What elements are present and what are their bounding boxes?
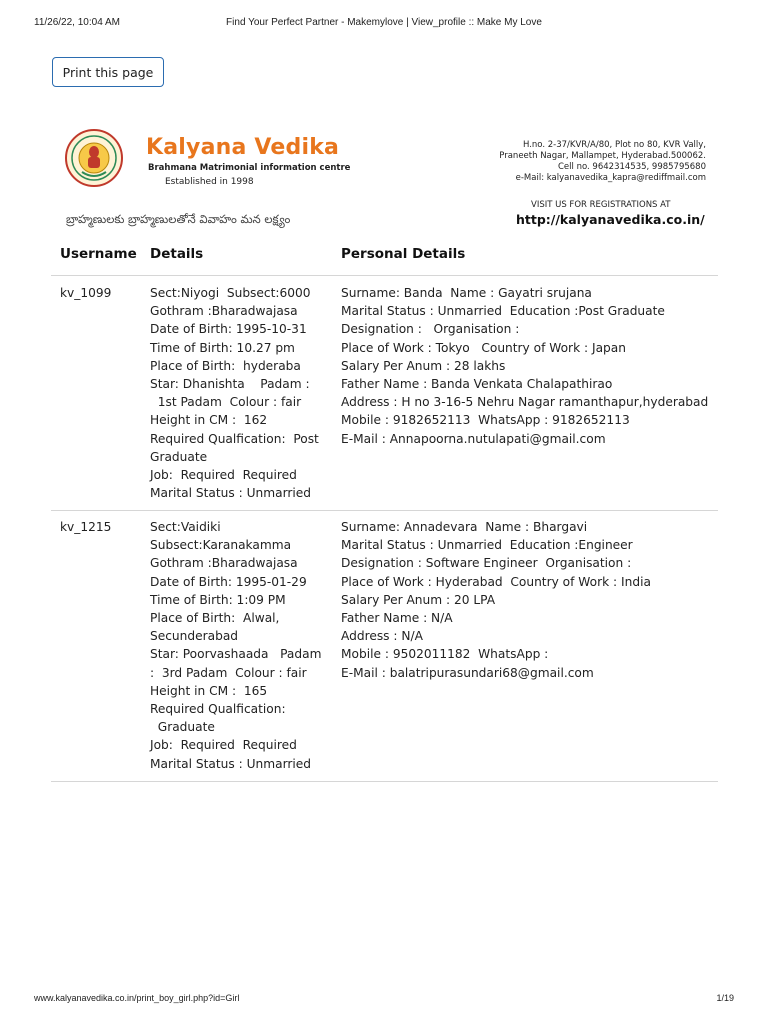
detail-line: Required Qualfication: [150,702,286,717]
header-username: Username [60,246,137,262]
brand-name: Kalyana Vedika [146,135,340,160]
personal-line: Surname: Banda Name : Gayatri srujana [341,286,592,300]
print-page-title: Find Your Perfect Partner - Makemylove | View_profile :: Make My Love [226,17,542,28]
detail-line: Job: Required Required [150,468,297,483]
brand-established: Established in 1998 [165,177,254,187]
detail-line: Graduate [150,720,215,735]
telugu-slogan: బ్రాహ్మణులకు బ్రాహ్మణులతోనే వివాహం మన లక్ష్యం [66,212,291,226]
detail-line: Star: Dhanishta Padam : [150,377,310,392]
print-button[interactable]: Print this page [52,57,164,87]
personal-line: Designation : Organisation : [341,322,520,337]
website-link[interactable]: http://kalyanavedika.co.in/ [516,212,705,227]
detail-line: Subsect:Karanakamma [150,538,292,553]
detail-line: Gothram :Bharadwajasa [150,556,298,571]
detail-line: Secunderabad [150,629,239,644]
detail-line: Marital Status : Unmarried [150,756,311,771]
detail-line: Job: Required Required [150,738,297,753]
print-datetime: 11/26/22, 10:04 AM [34,17,120,28]
address-line: Praneeth Nagar, Mallampet, Hyderabad.500062. [499,151,706,161]
personal-line: Mobile : 9502011182 WhatsApp : [341,647,549,662]
print-page-number: 1/19 [716,993,734,1003]
row-personal-details [341,518,721,682]
detail-line: Time of Birth: 1:09 PM [150,592,286,607]
personal-line: Marital Status : Unmarried Education :Engineer [341,538,633,553]
row-personal-details [341,284,721,448]
personal-line: Salary Per Anum : 20 LPA [341,592,496,607]
personal-line: E-Mail : balatripurasundari68@gmail.com [341,665,594,680]
brand-address [406,140,706,184]
brand-tagline: Brahmana Matrimonial information centre [148,163,351,173]
personal-line: Address : H no 3-16-5 Nehru Nagar ramanthapur,hyderabad [341,395,709,410]
table-row [51,284,718,502]
detail-line: Height in CM : 162 [150,413,268,428]
detail-line: Required Qualfication: Post [150,431,319,446]
row-details [150,518,330,773]
detail-line: Time of Birth: 10.27 pm [150,340,295,355]
row-username: kv_1099 [60,286,112,300]
detail-line: Gothram :Bharadwajasa [150,304,298,319]
personal-line: Marital Status : Unmarried Education :Post Graduate [341,304,665,319]
detail-line: Marital Status : Unmarried [150,486,311,501]
kalyana-vedika-logo [62,128,126,188]
detail-line: Date of Birth: 1995-01-29 [150,574,307,589]
personal-line: Father Name : N/A [341,611,453,626]
personal-line: Place of Work : Hyderabad Country of Work : India [341,574,651,589]
row-details [150,284,330,502]
address-line: e-Mail: kalyanavedika_kapra@rediffmail.com [515,173,706,183]
table-row [51,518,718,774]
detail-line: : 3rd Padam Colour : fair [150,665,307,680]
print-url: www.kalyanavedika.co.in/print_boy_girl.php?id=Girl [34,993,240,1003]
detail-line: Sect:Niyogi Subsect:6000 [150,286,311,300]
detail-line: Date of Birth: 1995-10-31 [150,322,307,337]
address-line: H.no. 2-37/KVR/A/80, Plot no 80, KVR Vally, [522,140,706,150]
detail-line: Star: Poorvashaada Padam [150,647,322,662]
row-divider [51,510,718,511]
personal-line: Place of Work : Tokyo Country of Work : Japan [341,340,626,355]
personal-line: Address : N/A [341,629,423,644]
row-divider [51,781,718,782]
personal-line: E-Mail : Annapoorna.nutulapati@gmail.com [341,431,606,446]
header-details: Details [150,246,204,262]
personal-line: Surname: Annadevara Name : Bhargavi [341,520,588,534]
personal-line: Designation : Software Engineer Organisation : [341,556,632,571]
address-line: Cell no. 9642314535, 9985795680 [558,162,706,172]
detail-line: Sect:Vaidiki [150,520,221,534]
personal-line: Salary Per Anum : 28 lakhs [341,358,506,373]
detail-line: Place of Birth: Alwal, [150,611,280,626]
detail-line: Place of Birth: hyderaba [150,358,301,373]
header-personal-details: Personal Details [341,246,466,262]
detail-line: 1st Padam Colour : fair [150,395,302,410]
personal-line: Mobile : 9182652113 WhatsApp : 9182652113 [341,413,630,428]
detail-line: Graduate [150,449,208,464]
row-username: kv_1215 [60,520,112,534]
detail-line: Height in CM : 165 [150,683,268,698]
personal-line: Father Name : Banda Venkata Chalapathirao [341,377,613,392]
header-divider [51,275,718,276]
visit-label: VISIT US FOR REGISTRATIONS AT [531,200,671,210]
